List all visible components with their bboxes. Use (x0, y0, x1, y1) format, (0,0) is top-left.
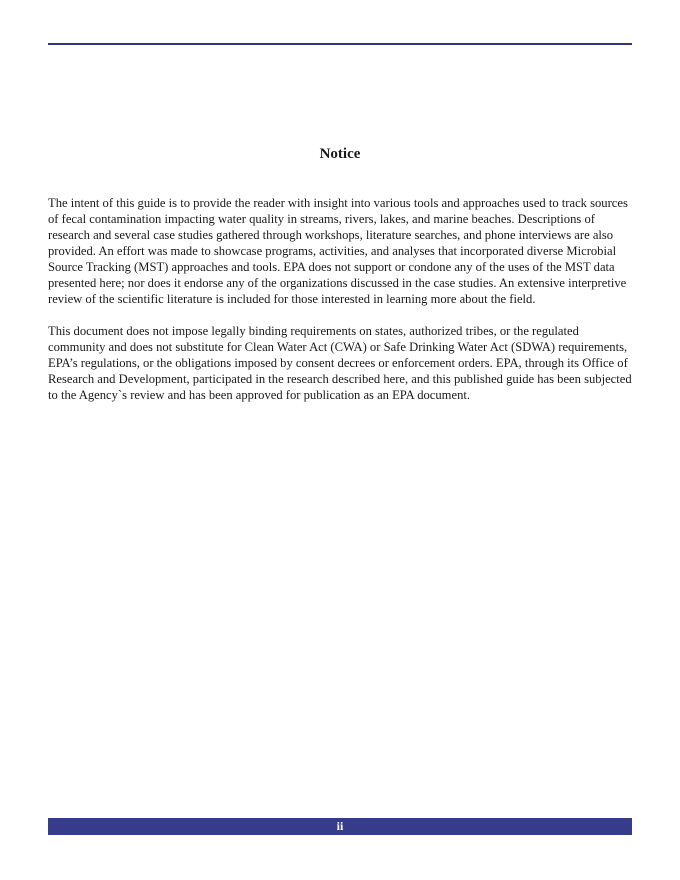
disclaimer-paragraph: This document does not impose legally binding requirements on states, authorized tribes, or the regulated community and does not substitute for Clean Water Act (CWA) or Safe Drinking Water Act (SDWA) requirements, EPA’s regulations, or the obligations imposed by consent decrees or enforcement orders. EPA, through its Office of Research and Development, participated in the research described here, and this published guide has been subjected to the Agency`s review and has been approved for publication as an EPA document. (48, 324, 632, 402)
footer-bar (48, 818, 632, 835)
page-number: ii (336, 819, 344, 833)
page-title: Notice (319, 146, 361, 162)
intent-paragraph: The intent of this guide is to provide the reader with insight into various tools and approaches used to track sources of fecal contamination impacting water quality in streams, rivers, lakes, and marine beaches. Descriptions of research and several case studies gathered through workshops, literature searches, and phone interviews are also provided. An effort was made to showcase programs, activities, and analyses that incorporated diverse Microbial Source Tracking (MST) approaches and tools. EPA does not support or condone any of the uses of the MST data presented here; nor does it endorse any of the organizations discussed in the case studies. An extensive interpretive review of the scientific literature is included for those interested in learning more about the field. (48, 196, 628, 306)
header-rule (48, 43, 632, 45)
notice-body (48, 195, 632, 419)
